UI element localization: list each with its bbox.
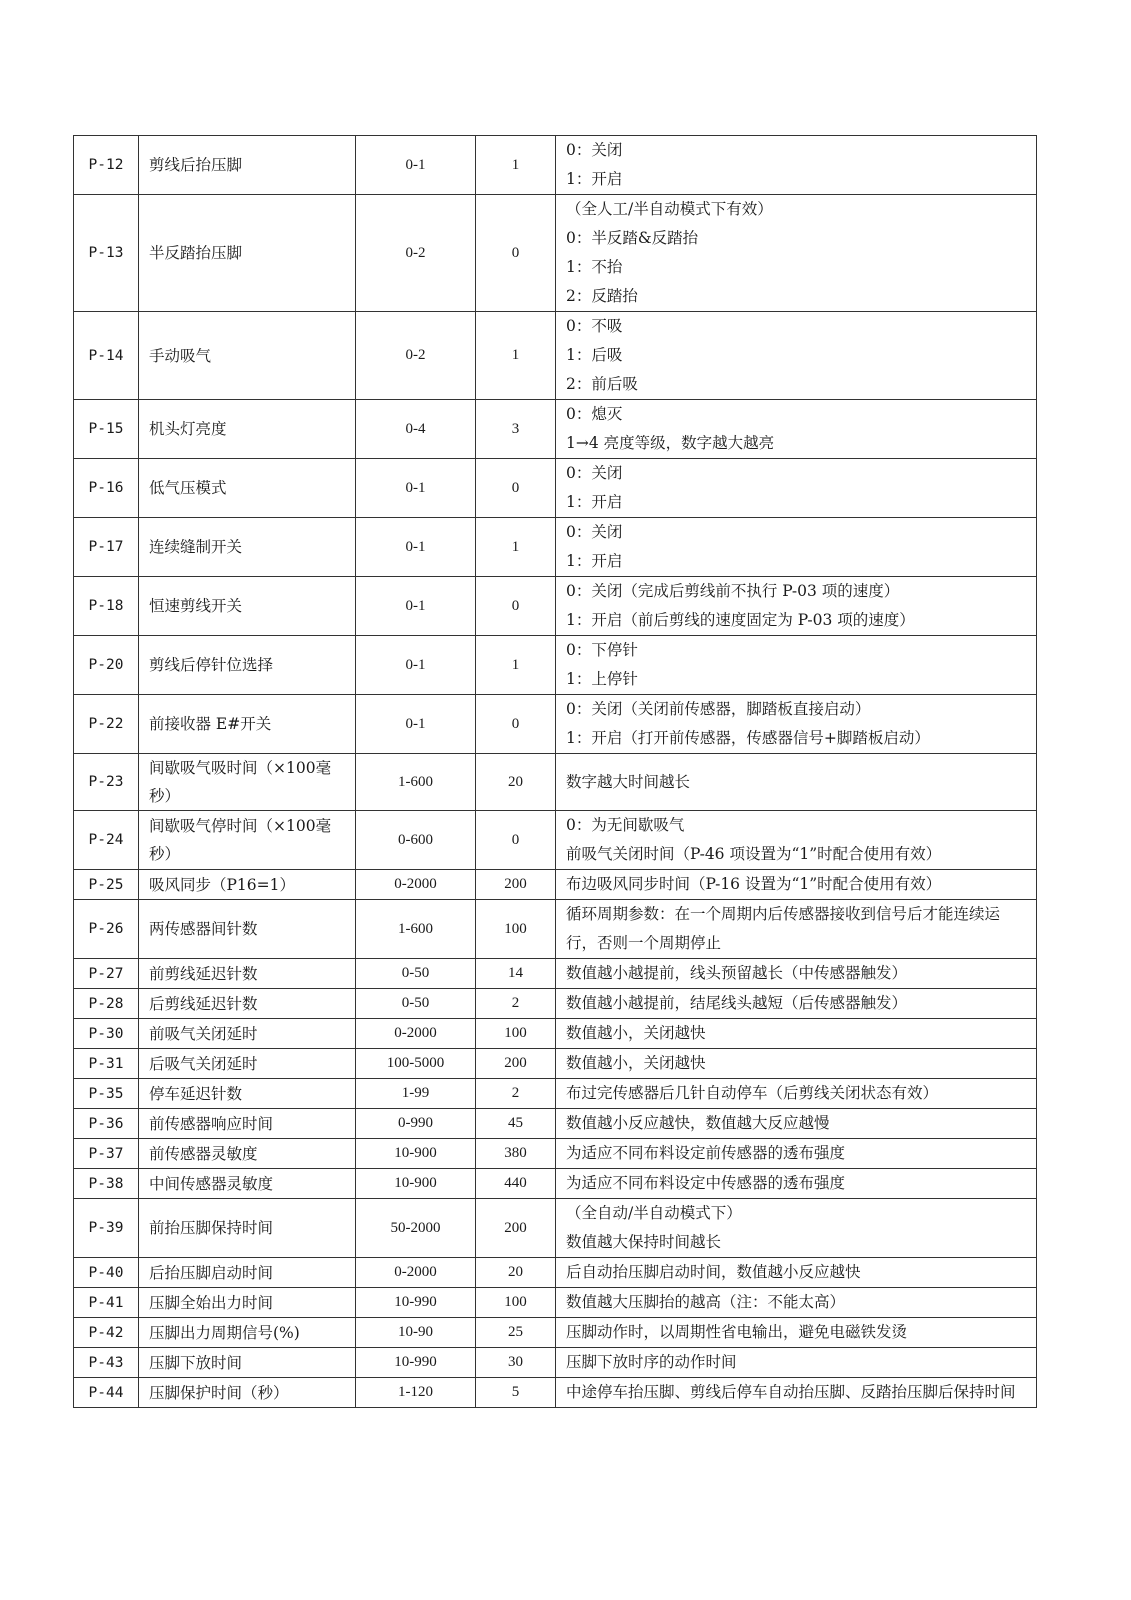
description-line: 0：关闭（完成后剪线前不执行 P-03 项的速度） [566, 582, 900, 600]
param-name-cell: 剪线后停针位选择 [139, 636, 356, 695]
table-row [74, 459, 1037, 518]
param-code-cell: P-27 [74, 959, 139, 989]
description-line: 0：不吸 [566, 317, 623, 335]
description-line: 0：关闭 [566, 141, 623, 159]
parameter-table-body [74, 136, 1037, 1408]
param-range-cell: 0-1 [356, 577, 476, 636]
param-description-cell [556, 754, 1037, 811]
table-row [74, 312, 1037, 400]
param-description-cell [556, 1318, 1037, 1348]
param-code-cell: P-40 [74, 1258, 139, 1288]
param-description-cell [556, 577, 1037, 636]
description-line: 数值越小越提前，结尾线头越短（后传感器触发） [566, 994, 908, 1012]
param-description-cell [556, 136, 1037, 195]
param-name-cell: 后抬压脚启动时间 [139, 1258, 356, 1288]
table-row [74, 1169, 1037, 1199]
param-description-cell [556, 1288, 1037, 1318]
param-range-cell: 1-600 [356, 754, 476, 811]
param-code-cell: P-24 [74, 811, 139, 870]
param-code-cell: P-36 [74, 1109, 139, 1139]
param-name-cell: 间歇吸气停时间（×100毫秒） [139, 811, 356, 870]
param-default-cell: 1 [476, 136, 556, 195]
param-range-cell: 0-990 [356, 1109, 476, 1139]
param-range-cell: 0-2 [356, 312, 476, 400]
description-line: 1：开启 [566, 493, 623, 511]
description-line: 0：熄灭 [566, 405, 623, 423]
param-default-cell: 20 [476, 754, 556, 811]
param-range-cell: 50-2000 [356, 1199, 476, 1258]
param-name-cell: 中间传感器灵敏度 [139, 1169, 356, 1199]
param-code-cell: P-23 [74, 754, 139, 811]
description-line: 数值越小反应越快，数值越大反应越慢 [566, 1114, 830, 1132]
param-default-cell: 1 [476, 636, 556, 695]
param-code-cell: P-26 [74, 900, 139, 959]
param-name-cell: 前吸气关闭延时 [139, 1019, 356, 1049]
description-line: 1：上停针 [566, 670, 638, 688]
param-default-cell: 1 [476, 518, 556, 577]
param-description-cell [556, 811, 1037, 870]
param-description-cell [556, 1019, 1037, 1049]
param-name-cell: 机头灯亮度 [139, 400, 356, 459]
description-line: 后自动抬压脚启动时间，数值越小反应越快 [566, 1263, 861, 1281]
param-description-cell [556, 989, 1037, 1019]
param-description-cell [556, 195, 1037, 312]
param-default-cell: 2 [476, 989, 556, 1019]
description-line: 0：关闭 [566, 523, 623, 541]
description-line: 1：开启（前后剪线的速度固定为 P-03 项的速度） [566, 611, 915, 629]
param-default-cell: 3 [476, 400, 556, 459]
param-range-cell: 0-1 [356, 136, 476, 195]
param-code-cell: P-42 [74, 1318, 139, 1348]
description-line: 数值越大压脚抬的越高（注：不能太高） [566, 1293, 846, 1311]
param-code-cell: P-20 [74, 636, 139, 695]
param-range-cell: 0-50 [356, 959, 476, 989]
param-range-cell: 0-2000 [356, 870, 476, 900]
param-default-cell: 1 [476, 312, 556, 400]
param-name-cell: 半反踏抬压脚 [139, 195, 356, 312]
param-name-cell: 前传感器响应时间 [139, 1109, 356, 1139]
table-row [74, 1199, 1037, 1258]
param-description-cell [556, 1258, 1037, 1288]
param-description-cell [556, 1139, 1037, 1169]
description-line: 布边吸风同步时间（P-16 设置为“1”时配合使用有效） [566, 875, 942, 893]
param-code-cell: P-12 [74, 136, 139, 195]
table-row [74, 870, 1037, 900]
param-name-cell: 压脚全始出力时间 [139, 1288, 356, 1318]
param-name-cell: 前抬压脚保持时间 [139, 1199, 356, 1258]
description-line: 1：开启 [566, 552, 623, 570]
param-code-cell: P-30 [74, 1019, 139, 1049]
param-description-cell [556, 1348, 1037, 1378]
table-row [74, 1139, 1037, 1169]
description-line: 1：开启（打开前传感器，传感器信号+脚踏板启动） [566, 729, 930, 747]
description-line: 2：反踏抬 [566, 287, 638, 305]
param-default-cell: 30 [476, 1348, 556, 1378]
table-row [74, 136, 1037, 195]
param-range-cell: 10-900 [356, 1169, 476, 1199]
table-row [74, 1049, 1037, 1079]
description-line: 数值越小，关闭越快 [566, 1054, 706, 1072]
description-line: 0：下停针 [566, 641, 638, 659]
param-range-cell: 0-2000 [356, 1019, 476, 1049]
param-range-cell: 0-1 [356, 636, 476, 695]
table-row [74, 1378, 1037, 1408]
param-description-cell [556, 1049, 1037, 1079]
description-line: 压脚下放时序的动作时间 [566, 1353, 737, 1371]
description-line: 0：关闭 [566, 464, 623, 482]
param-code-cell: P-17 [74, 518, 139, 577]
param-range-cell: 0-4 [356, 400, 476, 459]
param-description-cell [556, 636, 1037, 695]
table-row [74, 959, 1037, 989]
table-row [74, 1288, 1037, 1318]
param-default-cell: 25 [476, 1318, 556, 1348]
param-description-cell [556, 1109, 1037, 1139]
param-name-cell: 低气压模式 [139, 459, 356, 518]
description-line: 0：为无间歇吸气 [566, 816, 685, 834]
param-name-cell: 前剪线延迟针数 [139, 959, 356, 989]
param-description-cell [556, 400, 1037, 459]
param-default-cell: 100 [476, 1019, 556, 1049]
param-range-cell: 10-990 [356, 1348, 476, 1378]
param-code-cell: P-41 [74, 1288, 139, 1318]
param-description-cell [556, 1079, 1037, 1109]
param-name-cell: 两传感器间针数 [139, 900, 356, 959]
param-default-cell: 5 [476, 1378, 556, 1408]
param-code-cell: P-14 [74, 312, 139, 400]
table-row [74, 400, 1037, 459]
description-line: 1→4 亮度等级，数字越大越亮 [566, 434, 775, 452]
table-row [74, 1019, 1037, 1049]
description-line: （全人工/半自动模式下有效） [566, 200, 773, 218]
param-name-cell: 恒速剪线开关 [139, 577, 356, 636]
param-description-cell [556, 1378, 1037, 1408]
parameter-table [73, 135, 1037, 1408]
param-default-cell: 100 [476, 900, 556, 959]
table-row [74, 695, 1037, 754]
param-default-cell: 0 [476, 695, 556, 754]
param-range-cell: 10-990 [356, 1288, 476, 1318]
param-code-cell: P-18 [74, 577, 139, 636]
param-name-cell: 剪线后抬压脚 [139, 136, 356, 195]
param-default-cell: 0 [476, 195, 556, 312]
description-line: 1：不抬 [566, 258, 623, 276]
table-row [74, 195, 1037, 312]
param-name-cell: 连续缝制开关 [139, 518, 356, 577]
param-code-cell: P-37 [74, 1139, 139, 1169]
param-code-cell: P-28 [74, 989, 139, 1019]
param-code-cell: P-16 [74, 459, 139, 518]
table-row [74, 754, 1037, 811]
param-name-cell: 前传感器灵敏度 [139, 1139, 356, 1169]
param-code-cell: P-13 [74, 195, 139, 312]
description-line: 前吸气关闭时间（P-46 项设置为“1”时配合使用有效） [566, 845, 942, 863]
table-row [74, 1109, 1037, 1139]
table-row [74, 1318, 1037, 1348]
param-name-cell: 后吸气关闭延时 [139, 1049, 356, 1079]
param-description-cell [556, 312, 1037, 400]
description-line: 0：半反踏&反踏抬 [566, 229, 699, 247]
param-description-cell [556, 518, 1037, 577]
param-name-cell: 手动吸气 [139, 312, 356, 400]
param-name-cell: 压脚保护时间（秒） [139, 1378, 356, 1408]
param-description-cell [556, 695, 1037, 754]
param-range-cell: 0-2 [356, 195, 476, 312]
param-range-cell: 1-99 [356, 1079, 476, 1109]
description-line: 布过完传感器后几针自动停车（后剪线关闭状态有效） [566, 1084, 939, 1102]
param-range-cell: 1-120 [356, 1378, 476, 1408]
param-code-cell: P-22 [74, 695, 139, 754]
param-default-cell: 200 [476, 870, 556, 900]
param-default-cell: 20 [476, 1258, 556, 1288]
param-name-cell: 停车延迟针数 [139, 1079, 356, 1109]
description-line: 1：后吸 [566, 346, 623, 364]
description-line: 为适应不同布料设定中传感器的透布强度 [566, 1174, 846, 1192]
param-code-cell: P-35 [74, 1079, 139, 1109]
param-default-cell: 200 [476, 1199, 556, 1258]
param-range-cell: 0-1 [356, 695, 476, 754]
param-range-cell: 10-900 [356, 1139, 476, 1169]
description-line: 数值越大保持时间越长 [566, 1233, 722, 1251]
param-default-cell: 45 [476, 1109, 556, 1139]
description-line: 中途停车抬压脚、剪线后停车自动抬压脚、反踏抬压脚后保持时间 [566, 1383, 1016, 1401]
description-line: 数值越小，关闭越快 [566, 1024, 706, 1042]
param-code-cell: P-25 [74, 870, 139, 900]
param-description-cell [556, 870, 1037, 900]
param-name-cell: 压脚下放时间 [139, 1348, 356, 1378]
param-default-cell: 200 [476, 1049, 556, 1079]
param-default-cell: 100 [476, 1288, 556, 1318]
table-row [74, 1258, 1037, 1288]
param-code-cell: P-15 [74, 400, 139, 459]
param-range-cell: 0-600 [356, 811, 476, 870]
param-code-cell: P-43 [74, 1348, 139, 1378]
param-default-cell: 380 [476, 1139, 556, 1169]
param-default-cell: 0 [476, 811, 556, 870]
table-row [74, 518, 1037, 577]
param-description-cell [556, 1169, 1037, 1199]
table-row [74, 636, 1037, 695]
param-range-cell: 0-50 [356, 989, 476, 1019]
param-description-cell [556, 459, 1037, 518]
param-default-cell: 0 [476, 459, 556, 518]
table-row [74, 989, 1037, 1019]
param-default-cell: 14 [476, 959, 556, 989]
param-range-cell: 0-1 [356, 459, 476, 518]
table-row [74, 1348, 1037, 1378]
param-name-cell: 后剪线延迟针数 [139, 989, 356, 1019]
param-default-cell: 2 [476, 1079, 556, 1109]
table-row [74, 577, 1037, 636]
description-line: 压脚动作时，以周期性省电输出，避免电磁铁发烫 [566, 1323, 908, 1341]
param-code-cell: P-44 [74, 1378, 139, 1408]
param-range-cell: 1-600 [356, 900, 476, 959]
description-line: （全自动/半自动模式下） [566, 1204, 742, 1222]
table-row [74, 1079, 1037, 1109]
param-range-cell: 100-5000 [356, 1049, 476, 1079]
description-line: 为适应不同布料设定前传感器的透布强度 [566, 1144, 846, 1162]
param-code-cell: P-31 [74, 1049, 139, 1079]
description-line: 数值越小越提前，线头预留越长（中传感器触发） [566, 964, 908, 982]
param-range-cell: 0-1 [356, 518, 476, 577]
description-line: 数字越大时间越长 [566, 772, 691, 791]
param-range-cell: 10-90 [356, 1318, 476, 1348]
description-line: 0：关闭（关闭前传感器，脚踏板直接启动） [566, 700, 871, 718]
param-range-cell: 0-2000 [356, 1258, 476, 1288]
param-description-cell [556, 959, 1037, 989]
param-code-cell: P-39 [74, 1199, 139, 1258]
description-line: 1：开启 [566, 170, 623, 188]
description-line: 循环周期参数：在一个周期内后传感器接收到信号后才能连续运行，否则一个周期停止 [566, 905, 1001, 952]
param-name-cell: 压脚出力周期信号(%) [139, 1318, 356, 1348]
param-default-cell: 440 [476, 1169, 556, 1199]
param-name-cell: 间歇吸气吸时间（×100毫秒） [139, 754, 356, 811]
param-description-cell [556, 900, 1037, 959]
param-name-cell: 前接收器 E#开关 [139, 695, 356, 754]
table-row [74, 811, 1037, 870]
param-default-cell: 0 [476, 577, 556, 636]
param-description-cell [556, 1199, 1037, 1258]
param-name-cell: 吸风同步（P16=1） [139, 870, 356, 900]
description-line: 2：前后吸 [566, 375, 638, 393]
param-code-cell: P-38 [74, 1169, 139, 1199]
table-row [74, 900, 1037, 959]
